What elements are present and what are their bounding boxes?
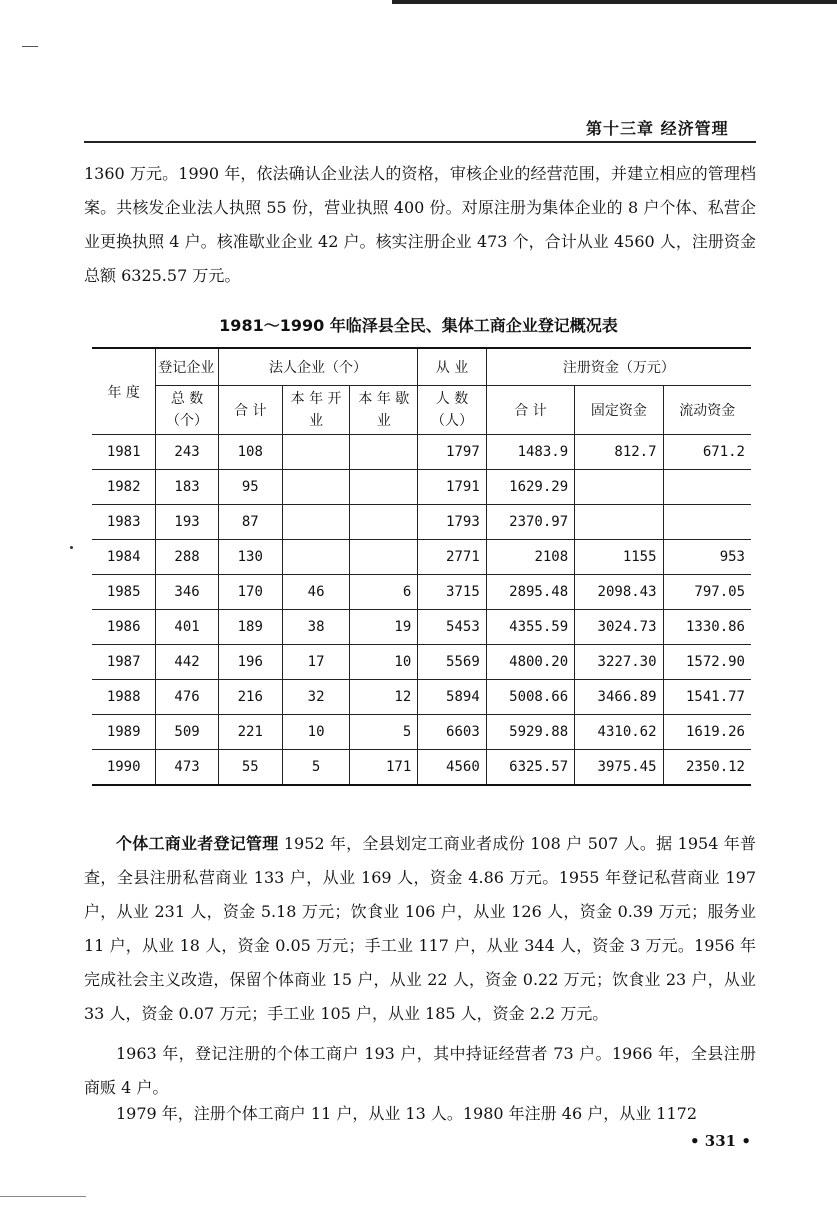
table-row bbox=[92, 715, 751, 750]
cell-year: 1982 bbox=[92, 470, 156, 505]
cell-legal-open bbox=[282, 435, 350, 470]
cell-legal-open bbox=[282, 470, 350, 505]
header-cap-fixed: 固定资金 bbox=[575, 386, 663, 435]
cell-staff: 4560 bbox=[418, 750, 486, 786]
header-legal-sum: 合 计 bbox=[218, 386, 282, 435]
header-year: 年 度 bbox=[92, 348, 156, 435]
cell-cap-sum: 5929.88 bbox=[486, 715, 574, 750]
cell-legal-close: 5 bbox=[350, 715, 418, 750]
header-capital: 注册资金（万元） bbox=[486, 348, 751, 386]
cell-staff: 5453 bbox=[418, 610, 486, 645]
cell-cap-working: 671.2 bbox=[663, 435, 751, 470]
paragraph-4: 1979 年，注册个体工商户 11 户，从业 13 人。1980 年注册 46 户，从业 1172 bbox=[116, 1104, 698, 1123]
cell-legal-open: 38 bbox=[282, 610, 350, 645]
cell-legal-close bbox=[350, 505, 418, 540]
header-staff-top: 从 业 bbox=[418, 348, 486, 386]
header-legal-close: 本 年 歇 业 bbox=[350, 386, 418, 435]
cell-legal-close bbox=[350, 540, 418, 575]
cell-total: 243 bbox=[156, 435, 218, 470]
cell-legal-close: 171 bbox=[350, 750, 418, 786]
cell-year: 1988 bbox=[92, 680, 156, 715]
cell-year: 1983 bbox=[92, 505, 156, 540]
running-head-chapter: 第十三章 经济管理 bbox=[586, 119, 729, 138]
cell-legal-sum: 170 bbox=[218, 575, 282, 610]
cell-cap-fixed: 3975.45 bbox=[575, 750, 663, 786]
cell-legal-open: 32 bbox=[282, 680, 350, 715]
cell-year: 1981 bbox=[92, 435, 156, 470]
cell-staff: 1793 bbox=[418, 505, 486, 540]
paragraph-2 bbox=[84, 827, 756, 1031]
cell-staff: 1791 bbox=[418, 470, 486, 505]
cell-legal-sum: 189 bbox=[218, 610, 282, 645]
header-total-mid: 总 数 bbox=[170, 391, 204, 407]
paragraph-2-body: 1952 年，全县划定工商业者成份 108 户 507 人。据 1954 年普查，全县注册私营商业 133 户，从业 169 人，资金 4.86 万元。1955 年登记私营商业 197 户，从业 231 人，资金 5.18 万元；饮食业 106 户，从业 126 人，资金 0.39 万元；服务业 11 户，从业 18 人，资金 0.05 万元；手工业 117 户，从业 344 人，资金 3 万元。1956 年完成社会主义改造，保留个体商业 15 户，从业 22 人，资金 0.22 万元；饮食业 23 户，从业 33 人，资金 0.07 万元；手工业 105 户，从业 185 人，资金 2.2 万元。 bbox=[84, 834, 756, 1023]
table-row bbox=[92, 680, 751, 715]
cell-total: 442 bbox=[156, 645, 218, 680]
cell-cap-fixed bbox=[575, 470, 663, 505]
cell-legal-sum: 221 bbox=[218, 715, 282, 750]
cell-year: 1984 bbox=[92, 540, 156, 575]
table-row bbox=[92, 470, 751, 505]
cell-legal-open: 10 bbox=[282, 715, 350, 750]
cell-cap-working: 797.05 bbox=[663, 575, 751, 610]
cell-legal-sum: 95 bbox=[218, 470, 282, 505]
cell-cap-working: 1330.86 bbox=[663, 610, 751, 645]
cell-total: 473 bbox=[156, 750, 218, 786]
header-staff bbox=[418, 386, 486, 435]
header-total-top: 登记企业 bbox=[156, 348, 218, 386]
cell-year: 1987 bbox=[92, 645, 156, 680]
cell-legal-open: 5 bbox=[282, 750, 350, 786]
cell-total: 183 bbox=[156, 470, 218, 505]
cell-legal-close bbox=[350, 435, 418, 470]
scan-dot bbox=[70, 546, 73, 549]
cell-cap-fixed: 4310.62 bbox=[575, 715, 663, 750]
cell-total: 509 bbox=[156, 715, 218, 750]
cell-cap-working: 1541.77 bbox=[663, 680, 751, 715]
top-border-rule bbox=[392, 0, 837, 4]
cell-cap-working: 1619.26 bbox=[663, 715, 751, 750]
table-row bbox=[92, 645, 751, 680]
cell-cap-sum: 4800.20 bbox=[486, 645, 574, 680]
cell-cap-sum: 2108 bbox=[486, 540, 574, 575]
table-row bbox=[92, 610, 751, 645]
cell-legal-close bbox=[350, 470, 418, 505]
cell-legal-open bbox=[282, 540, 350, 575]
bottom-margin-line bbox=[0, 1196, 86, 1197]
cell-cap-working: 1572.90 bbox=[663, 645, 751, 680]
cell-cap-fixed: 3227.30 bbox=[575, 645, 663, 680]
cell-cap-working bbox=[663, 470, 751, 505]
cell-staff: 5569 bbox=[418, 645, 486, 680]
table-row bbox=[92, 505, 751, 540]
cell-cap-fixed: 2098.43 bbox=[575, 575, 663, 610]
header-cap-sum: 合 计 bbox=[486, 386, 574, 435]
cell-cap-fixed: 3024.73 bbox=[575, 610, 663, 645]
cell-cap-fixed: 3466.89 bbox=[575, 680, 663, 715]
cell-cap-sum: 6325.57 bbox=[486, 750, 574, 786]
cell-legal-open: 17 bbox=[282, 645, 350, 680]
margin-dash bbox=[22, 46, 38, 47]
table-row bbox=[92, 540, 751, 575]
cell-staff: 6603 bbox=[418, 715, 486, 750]
table-title: 1981～1990 年临泽县全民、集体工商企业登记概况表 bbox=[219, 316, 618, 335]
cell-year: 1985 bbox=[92, 575, 156, 610]
cell-total: 476 bbox=[156, 680, 218, 715]
header-cap-working: 流动资金 bbox=[663, 386, 751, 435]
cell-legal-sum: 87 bbox=[218, 505, 282, 540]
header-total bbox=[156, 386, 218, 435]
paragraph-1: 1360 万元。1990 年，依法确认企业法人的资格，审核企业的经营范围，并建立相应的管理档案。共核发企业法人执照 55 份，营业执照 400 份。对原注册为集体企业的 8 户个体、私营企业更换执照 4 户。核准歇业企业 42 户。核实注册企业 473 个，合计从业 4560 人，注册资金总额 6325.57 万元。 bbox=[84, 164, 756, 285]
cell-legal-close: 19 bbox=[350, 610, 418, 645]
cell-year: 1986 bbox=[92, 610, 156, 645]
header-total-unit: （个） bbox=[166, 413, 209, 429]
cell-legal-sum: 130 bbox=[218, 540, 282, 575]
registration-table bbox=[92, 347, 751, 786]
cell-staff: 2771 bbox=[418, 540, 486, 575]
cell-cap-working: 953 bbox=[663, 540, 751, 575]
section-heading: 个体工商业者登记管理 bbox=[116, 834, 279, 853]
cell-year: 1990 bbox=[92, 750, 156, 786]
cell-cap-sum: 2370.97 bbox=[486, 505, 574, 540]
cell-cap-fixed: 812.7 bbox=[575, 435, 663, 470]
table-row bbox=[92, 435, 751, 470]
cell-legal-sum: 216 bbox=[218, 680, 282, 715]
table-row bbox=[92, 575, 751, 610]
cell-legal-open bbox=[282, 505, 350, 540]
cell-cap-working: 2350.12 bbox=[663, 750, 751, 786]
cell-total: 193 bbox=[156, 505, 218, 540]
header-staff-unit: （人） bbox=[431, 413, 474, 429]
cell-cap-working bbox=[663, 505, 751, 540]
cell-cap-sum: 4355.59 bbox=[486, 610, 574, 645]
cell-legal-close: 6 bbox=[350, 575, 418, 610]
header-rule bbox=[84, 141, 756, 143]
cell-total: 346 bbox=[156, 575, 218, 610]
cell-legal-sum: 108 bbox=[218, 435, 282, 470]
cell-legal-sum: 196 bbox=[218, 645, 282, 680]
cell-cap-sum: 5008.66 bbox=[486, 680, 574, 715]
cell-legal-open: 46 bbox=[282, 575, 350, 610]
header-legal: 法人企业（个） bbox=[218, 348, 418, 386]
cell-total: 288 bbox=[156, 540, 218, 575]
cell-legal-close: 10 bbox=[350, 645, 418, 680]
table-body bbox=[92, 435, 751, 786]
cell-cap-fixed bbox=[575, 505, 663, 540]
cell-cap-sum: 1629.29 bbox=[486, 470, 574, 505]
paragraph-3: 1963 年，登记注册的个体工商户 193 户，其中持证经营者 73 户。1966 年，全县注册商贩 4 户。 bbox=[84, 1044, 756, 1097]
page-number: • 331 • bbox=[690, 1132, 751, 1150]
cell-cap-fixed: 1155 bbox=[575, 540, 663, 575]
cell-total: 401 bbox=[156, 610, 218, 645]
cell-legal-close: 12 bbox=[350, 680, 418, 715]
cell-legal-sum: 55 bbox=[218, 750, 282, 786]
cell-cap-sum: 2895.48 bbox=[486, 575, 574, 610]
header-staff-mid: 人 数 bbox=[435, 391, 469, 407]
cell-staff: 3715 bbox=[418, 575, 486, 610]
table-row bbox=[92, 750, 751, 786]
header-legal-open: 本 年 开 业 bbox=[282, 386, 350, 435]
cell-staff: 5894 bbox=[418, 680, 486, 715]
cell-cap-sum: 1483.9 bbox=[486, 435, 574, 470]
cell-staff: 1797 bbox=[418, 435, 486, 470]
cell-year: 1989 bbox=[92, 715, 156, 750]
